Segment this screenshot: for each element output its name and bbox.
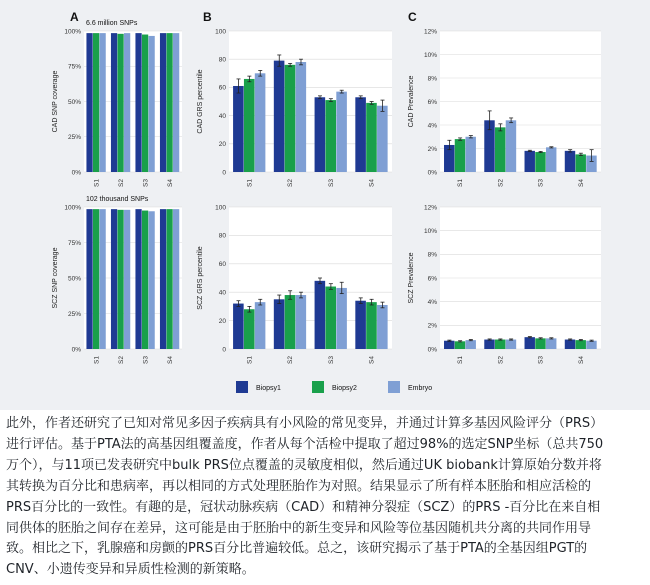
bar <box>444 341 454 349</box>
bar <box>233 86 244 172</box>
bar <box>255 302 266 349</box>
bar <box>377 106 388 172</box>
bar <box>495 340 505 349</box>
y-tick-label: 60 <box>218 261 226 269</box>
bar <box>506 340 516 349</box>
bar <box>546 338 556 349</box>
bar <box>525 337 535 349</box>
x-tick-label: S2 <box>117 356 125 364</box>
bar <box>173 209 179 349</box>
x-tick-label: S1 <box>93 179 101 187</box>
bar <box>285 65 296 172</box>
x-tick-label: S2 <box>287 356 295 364</box>
y-tick-label: 0% <box>427 169 437 177</box>
bar <box>506 120 516 172</box>
bar <box>325 100 336 172</box>
y-tick-label: 100 <box>215 204 226 212</box>
bar <box>576 340 586 349</box>
y-tick-label: 25% <box>67 310 81 318</box>
bar <box>484 340 494 349</box>
y-tick-label: 60 <box>218 84 226 92</box>
y-axis-title: SCZ Prevalence <box>408 252 415 304</box>
bar <box>160 209 166 349</box>
bar <box>366 103 377 172</box>
y-tick-label: 100 <box>215 28 226 36</box>
y-tick-label: 4% <box>427 122 437 130</box>
bar <box>111 33 117 172</box>
y-tick-label: 40 <box>218 289 226 297</box>
bar <box>355 301 366 349</box>
y-tick-label: 25% <box>67 134 81 142</box>
bar <box>296 295 307 349</box>
y-tick-label: 0 <box>222 346 226 354</box>
bar <box>244 309 255 349</box>
x-tick-label: S1 <box>246 356 254 364</box>
panel-title: 102 thousand SNPs <box>86 196 149 203</box>
y-tick-label: 6% <box>427 98 437 106</box>
bar <box>465 340 475 349</box>
bar <box>274 61 285 172</box>
x-tick-label: S2 <box>287 179 295 187</box>
bar <box>377 305 388 349</box>
bar <box>535 338 545 349</box>
y-tick-label: 100% <box>64 28 81 36</box>
x-tick-label: S3 <box>327 179 335 187</box>
bar <box>166 33 172 172</box>
bar <box>100 33 106 172</box>
x-tick-label: S2 <box>497 356 505 364</box>
bar <box>160 33 166 172</box>
panel-letter: C <box>408 10 417 24</box>
x-tick-label: S1 <box>457 356 465 364</box>
y-tick-label: 80 <box>218 56 226 64</box>
caption-line: 此外，作者还研究了已知对常见多因子疾病具有小风险的常见变异，并通过计算多基因风险评分（PRS） <box>6 416 604 431</box>
bar <box>142 211 148 349</box>
caption-line: 致。相比之下，乳腺癌和房颤的PRS百分比普遍较低。总之，该研究揭示了基于PTA的全基因组PGT的 <box>6 541 588 557</box>
x-tick-label: S3 <box>537 179 545 187</box>
y-tick-label: 100% <box>64 204 81 212</box>
bar <box>535 152 545 172</box>
y-axis-title: SCZ GRS percentile <box>197 246 204 310</box>
y-tick-label: 0% <box>71 169 81 177</box>
y-tick-label: 4% <box>427 298 437 306</box>
y-tick-label: 0% <box>71 346 81 354</box>
bar <box>93 33 99 172</box>
bar <box>336 92 347 172</box>
bar <box>255 73 266 172</box>
bar <box>565 340 575 349</box>
y-tick-label: 0% <box>427 346 437 354</box>
caption-line: 进行评估。基于PTA法的高基因组覆盖度，作者从每个活检中提取了超过98%的选定SNP坐标（总共750 <box>6 436 604 452</box>
legend-label: Biopsy1 <box>256 385 281 392</box>
y-tick-label: 75% <box>67 239 81 247</box>
y-axis-title: CAD SNP coverage <box>52 70 59 133</box>
bar <box>86 33 92 172</box>
caption-line: 万个），与11项已发表研究中bulk PRS位点覆盖的灵敏度相似，然后通过UK biobank计算原始分数并将 <box>6 457 602 473</box>
bar <box>117 34 123 172</box>
x-tick-label: S3 <box>142 356 150 364</box>
bar <box>124 33 130 172</box>
x-tick-label: S2 <box>117 179 125 187</box>
bar <box>455 341 465 349</box>
caption-line: 其转换为百分比和患病率，再以相同的方式处理胚胎作为对照。结果显示了所有样本胚胎和相应活检的 <box>6 478 592 494</box>
y-tick-label: 20 <box>218 317 226 325</box>
x-tick-label: S4 <box>577 356 585 364</box>
bar <box>135 209 141 349</box>
y-tick-label: 10% <box>423 51 437 59</box>
panel-title: 6.6 million SNPs <box>86 20 138 27</box>
y-axis-title: SCZ SNP coverage <box>52 247 59 309</box>
bar <box>111 209 117 349</box>
bar <box>315 281 326 349</box>
x-tick-label: S4 <box>368 179 376 187</box>
bar <box>166 209 172 349</box>
y-axis-title: CAD GRS percentile <box>197 69 204 134</box>
bar <box>455 139 465 172</box>
x-tick-label: S4 <box>166 179 174 187</box>
bar <box>117 210 123 349</box>
bar <box>100 209 106 349</box>
x-tick-label: S3 <box>142 179 150 187</box>
bar <box>149 36 155 172</box>
bar <box>325 287 336 349</box>
legend-swatch <box>312 381 324 393</box>
x-tick-label: S4 <box>166 356 174 364</box>
y-tick-label: 6% <box>427 275 437 283</box>
bar <box>336 288 347 349</box>
caption-line: PRS百分比的一致性。有趣的是，冠状动脉疾病（CAD）和精神分裂症（SCZ）的PRS -百分比在来自相 <box>6 499 601 515</box>
x-tick-label: S1 <box>93 356 101 364</box>
y-tick-label: 50% <box>67 275 81 283</box>
bar <box>465 137 475 172</box>
bar <box>173 33 179 172</box>
caption-line: CNV、小遗传变异和异质性检测的新策略。 <box>6 562 255 578</box>
caption <box>6 414 646 581</box>
bar <box>124 210 130 349</box>
y-tick-label: 10% <box>423 227 437 235</box>
bar <box>233 304 244 349</box>
caption-line: 同供体的胚胎之间存在差异，这可能是由于胚胎中的新生变异和风险等位基因随机共分离的共同作用导 <box>6 520 592 536</box>
y-tick-label: 40 <box>218 112 226 120</box>
bar <box>355 97 366 172</box>
bar <box>285 295 296 349</box>
bar <box>565 151 575 172</box>
legend-label: Biopsy2 <box>332 385 357 392</box>
y-tick-label: 20 <box>218 141 226 149</box>
bar <box>525 151 535 172</box>
legend-swatch <box>236 381 248 393</box>
y-tick-label: 2% <box>427 145 437 153</box>
bar <box>586 341 596 349</box>
y-axis-title: CAD Prevalence <box>408 75 415 128</box>
bar <box>296 62 307 172</box>
bar <box>142 35 148 172</box>
x-tick-label: S3 <box>327 356 335 364</box>
bar <box>149 211 155 349</box>
bar <box>135 33 141 172</box>
x-tick-label: S4 <box>577 179 585 187</box>
bar <box>366 302 377 349</box>
bar <box>93 209 99 349</box>
bar <box>495 127 505 172</box>
y-tick-label: 80 <box>218 232 226 240</box>
bar <box>244 79 255 172</box>
bar <box>86 209 92 349</box>
y-tick-label: 8% <box>427 75 437 83</box>
panel-letter: B <box>203 10 212 24</box>
y-tick-label: 0 <box>222 169 226 177</box>
x-tick-label: S1 <box>246 179 254 187</box>
x-tick-label: S4 <box>368 356 376 364</box>
y-tick-label: 50% <box>67 98 81 106</box>
x-tick-label: S2 <box>497 179 505 187</box>
y-tick-label: 8% <box>427 251 437 259</box>
bar <box>546 147 556 172</box>
legend-swatch <box>388 381 400 393</box>
panel-letter: A <box>70 10 79 24</box>
y-tick-label: 75% <box>67 63 81 71</box>
y-tick-label: 12% <box>423 204 437 212</box>
x-tick-label: S1 <box>457 179 465 187</box>
bar <box>576 154 586 172</box>
y-tick-label: 12% <box>423 28 437 36</box>
bar <box>274 299 285 349</box>
legend-label: Embryo <box>408 385 433 392</box>
y-tick-label: 2% <box>427 322 437 330</box>
x-tick-label: S3 <box>537 356 545 364</box>
bar <box>315 97 326 172</box>
